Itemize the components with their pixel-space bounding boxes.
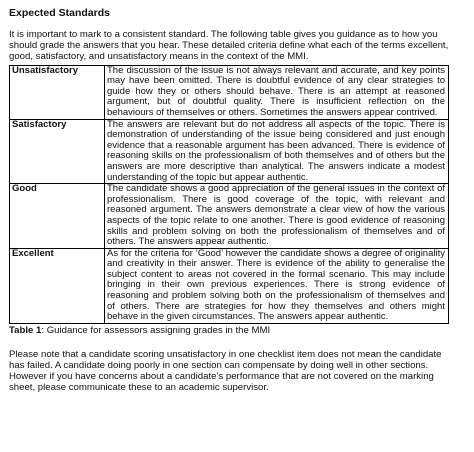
grade-description-excellent: As for the criteria for ‘Good’ however the candidate shows a degree of originality and creativity in their answer. There is evidence of the ability to generalise the subject content to areas not covered in the formal scenario. This may include bringing in their own previous experiences. There is strong evidence of reasoning and problem solving both on the professionalism of themselves and of others. There are strategies for how they themselves and others might behave in the given circumstances. The answers appear authentic. xyxy=(105,248,449,323)
table-caption-label: Table 1 xyxy=(9,324,42,336)
table-caption-text: : Guidance for assessors assigning grades in the MMI xyxy=(41,324,271,336)
table-row xyxy=(10,119,449,184)
grade-description-satisfactory: The answers are relevant but do not address all aspects of the topic. There is demonstration of understanding of the issue being considered and just enough evidence that a reasonable argument has been advanced. There is evidence of reasoning skills on the professionalism of both themselves and of others but the answers are more descriptive than analytical. The answers indicate a modest understanding of the topic but appear authentic. xyxy=(105,119,449,184)
grading-criteria-table xyxy=(9,65,449,324)
grade-description-unsatisfactory: The discussion of the issue is not always relevant and accurate, and key points may have been omitted. There is doubtful evidence of any clear strategies to guide how they or others should behave. There is an attempt at reasoned argument, but of doubtful quality. There is insufficient reflection on the behaviours of themselves or others. Sometimes the answers appear contrived. xyxy=(105,65,449,119)
table-row xyxy=(10,65,449,119)
intro-paragraph: It is important to mark to a consistent standard. The following table gives you guidance as to how you should grade the answers that you hear. These detailed criteria define what each of the terms excellent, good, satisfactory, and unsatisfactory means in the context of the MMI. xyxy=(9,29,449,63)
table-row xyxy=(10,184,449,249)
grade-label-good: Good xyxy=(10,184,105,249)
table-row xyxy=(10,248,449,323)
grade-description-good: The candidate shows a good appreciation of the general issues in the context of professionalism. There is good coverage of the topic, with relevant and reasoned argument. The answers demonstrate a clear view of how the various aspects of the topic relate to one another. There is good evidence of reasoning skills and problem solving on both the professionalism of themselves and of others. The answers appear authentic. xyxy=(105,184,449,249)
grade-label-excellent: Excellent xyxy=(10,248,105,323)
section-heading: Expected Standards xyxy=(9,7,110,19)
note-paragraph: Please note that a candidate scoring unsatisfactory in one checklist item does not mean the candidate has failed. A candidate doing poorly in one section can compensate by doing well in other sections. However if you have concerns about a candidate’s performance that are not covered on the marking sheet, please communicate these to an academic supervisor. xyxy=(9,348,442,394)
grade-label-satisfactory: Satisfactory xyxy=(10,119,105,184)
table-caption xyxy=(9,325,465,336)
grade-label-unsatisfactory: Unsatisfactory xyxy=(10,65,105,119)
